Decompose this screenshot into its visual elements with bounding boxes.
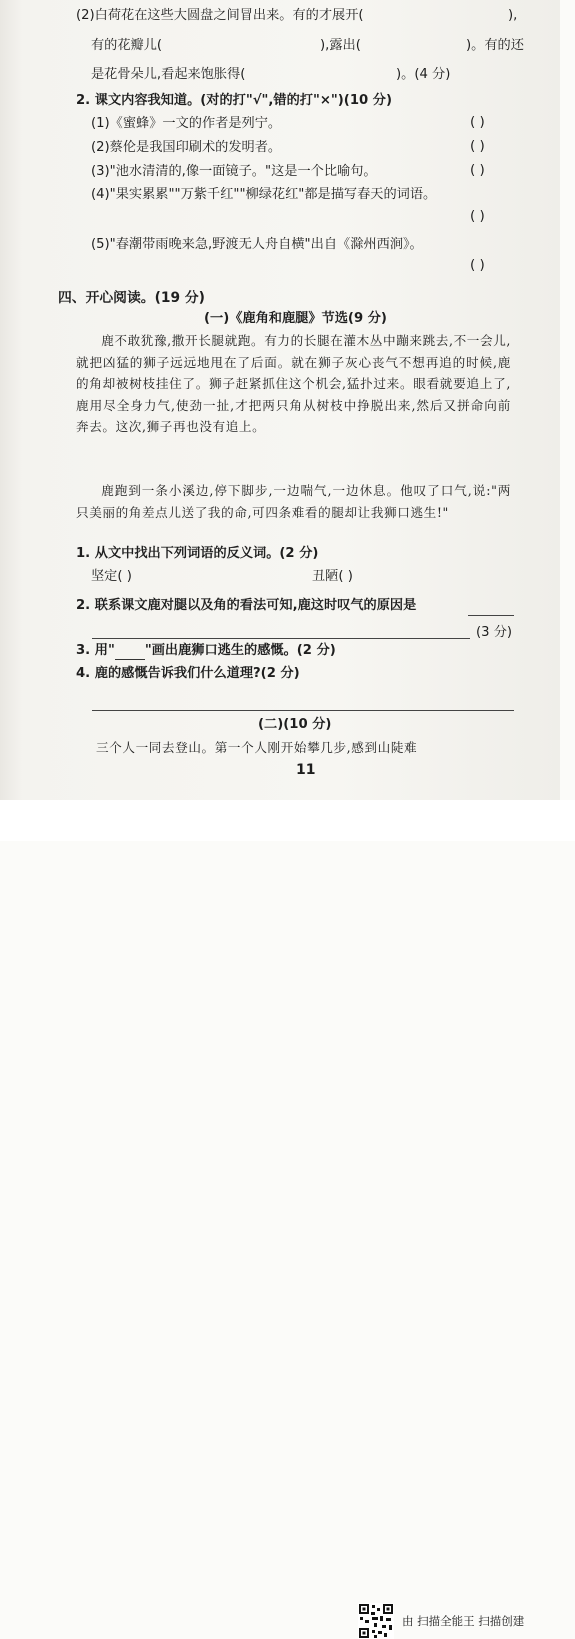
- q2-item-4: (4)"果实累累""万紫千红""柳绿花红"都是描写春天的词语。: [91, 187, 437, 202]
- sub3-post: "画出鹿狮口逃生的感慨。(2 分): [144, 643, 336, 658]
- sub1-blank-b[interactable]: 丑陋( ): [312, 569, 353, 584]
- q2-answer-2[interactable]: ( ): [470, 138, 485, 154]
- sub3-title: [76, 642, 336, 660]
- q2-item-5: (5)"春潮带雨晚来急,野渡无人舟自横"出自《滁州西涧》。: [91, 237, 423, 252]
- part2-title: (二)(10 分): [258, 717, 332, 732]
- sub4-title: 4. 鹿的感慨告诉我们什么道理?(2 分): [76, 666, 300, 681]
- q1-line-2a: 有的花瓣儿(: [91, 38, 163, 53]
- sub2-answer-line-2[interactable]: [92, 638, 470, 639]
- q1-line-1-tail: ),: [508, 8, 518, 23]
- q2-answer-1[interactable]: ( ): [470, 114, 485, 130]
- footer-text: 由 扫描全能王 扫描创建: [402, 1614, 525, 1628]
- q2-item-3: (3)"池水清清的,像一面镜子。"这是一个比喻句。: [91, 164, 377, 179]
- reading-paragraph-1: 鹿不敢犹豫,撒开长腿就跑。有力的长腿在灌木丛中蹦来跳去,不一会儿,就把凶猛的狮子远远地甩在了后面。就在狮子灰心丧气不想再追的时候,鹿的角却被树枝挂住了。狮子赶紧抓住这个机会,猛扑过来。眼看就要追上了,鹿用尽全身力气,使劲一扯,才把两只角从树枝中挣脱出来,然后又拼命向前奔去。这次,狮子再也没有追上。: [76, 333, 511, 434]
- q2-title: 2. 课文内容我知道。(对的打"√",错的打"×")(10 分): [76, 93, 392, 108]
- sub2-answer-line-1[interactable]: [468, 615, 514, 616]
- sub2-score: (3 分): [476, 625, 513, 640]
- section4-title: 四、开心阅读。(19 分): [58, 290, 205, 306]
- q1-line-3a: 是花骨朵儿,看起来饱胀得(: [91, 67, 246, 82]
- qr-code-icon: [358, 1603, 394, 1639]
- q2-item-1: (1)《蜜蜂》一文的作者是列宁。: [91, 116, 282, 131]
- q1-line-2c: )。有的还: [466, 38, 524, 53]
- q2-item-2: (2)蔡伦是我国印刷术的发明者。: [91, 140, 282, 155]
- sub1-title: 1. 从文中找出下列词语的反义词。(2 分): [76, 546, 319, 561]
- q1-line-1: (2)白荷花在这些大圆盘之间冒出来。有的才展开(: [76, 8, 364, 23]
- sub3-pre: 3. 用": [76, 643, 115, 658]
- q2-answer-4[interactable]: ( ): [470, 208, 485, 224]
- q1-line-3b: )。(4 分): [396, 67, 451, 82]
- scanner-footer: [0, 800, 575, 1628]
- sub2-title: 2. 联系课文鹿对腿以及角的看法可知,鹿这时叹气的原因是: [76, 598, 417, 613]
- part1-title: (一)《鹿角和鹿腿》节选(9 分): [204, 311, 387, 326]
- q2-answer-5[interactable]: ( ): [470, 257, 485, 273]
- q1-line-2b: ),露出(: [320, 38, 361, 53]
- reading-paragraph-2: 鹿跑到一条小溪边,停下脚步,一边喘气,一边休息。他叹了口气,说:"两只美丽的角差点儿送了我的命,可四条难看的腿却让我狮口逃生!": [76, 483, 511, 520]
- q2-answer-3[interactable]: ( ): [470, 162, 485, 178]
- sub4-answer-line[interactable]: [92, 710, 514, 711]
- reading-paragraph-3: 三个人一同去登山。第一个人刚开始攀几步,感到山陡难: [96, 740, 418, 755]
- sub3-underline-sample: [115, 645, 145, 660]
- sub1-blank-a[interactable]: 坚定( ): [91, 569, 132, 584]
- exam-page: [0, 0, 560, 800]
- page-number: 11: [296, 762, 316, 778]
